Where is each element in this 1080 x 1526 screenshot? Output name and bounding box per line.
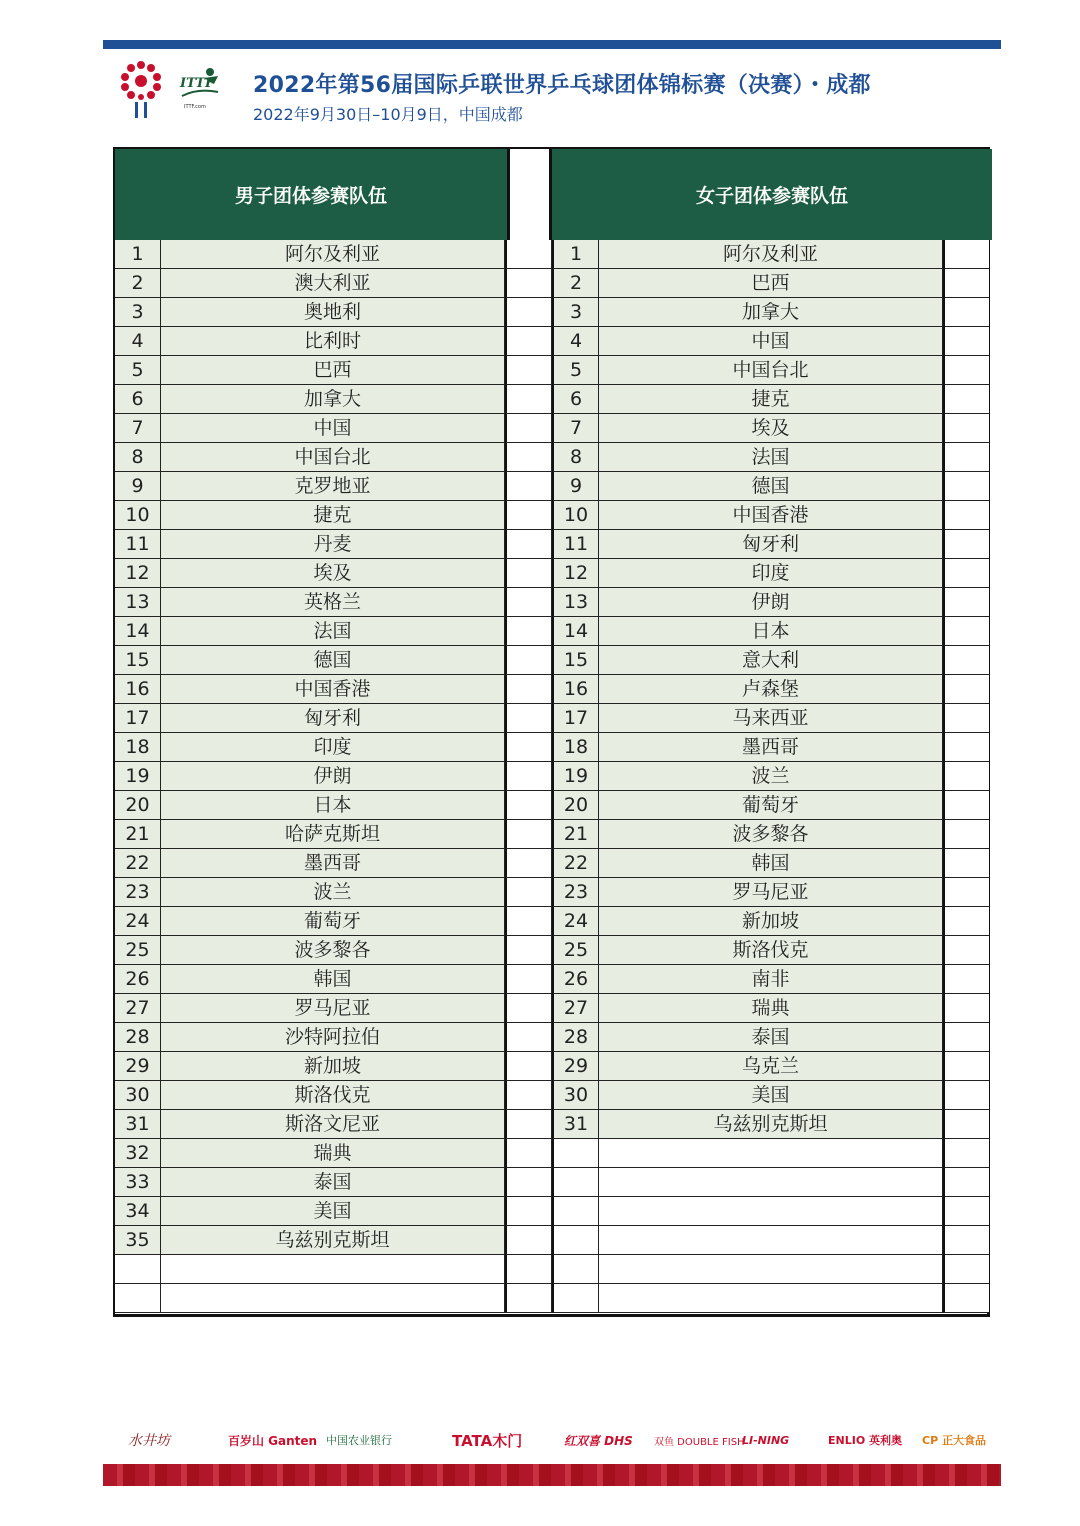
women-rank-cell: 4 — [552, 327, 599, 356]
men-team-cell: 美国 — [161, 1197, 505, 1226]
men-extra-cell — [505, 704, 552, 733]
women-team-cell: 卢森堡 — [599, 675, 943, 704]
men-team-cell: 哈萨克斯坦 — [161, 820, 505, 849]
men-rank-cell: 27 — [115, 994, 161, 1023]
men-rank-cell: 16 — [115, 675, 161, 704]
women-rank-cell: 22 — [552, 849, 599, 878]
men-rank-cell: 20 — [115, 791, 161, 820]
women-extra-cell — [943, 762, 989, 791]
men-extra-cell — [505, 298, 552, 327]
women-rank-cell: 31 — [552, 1110, 599, 1139]
men-extra-cell — [505, 675, 552, 704]
men-rank-cell: 9 — [115, 472, 161, 501]
men-extra-cell — [505, 1081, 552, 1110]
women-team-cell: 墨西哥 — [599, 733, 943, 762]
women-rank-cell: 20 — [552, 791, 599, 820]
women-team-cell: 巴西 — [599, 269, 943, 298]
women-rank-cell — [552, 1197, 599, 1226]
women-rank-cell: 21 — [552, 820, 599, 849]
bottom-red-band — [103, 1464, 1001, 1486]
men-team-cell: 埃及 — [161, 559, 505, 588]
ittf-logo-text: ITTF — [180, 76, 215, 91]
women-team-cell: 新加坡 — [599, 907, 943, 936]
women-rank-cell: 9 — [552, 472, 599, 501]
women-extra-cell — [943, 907, 989, 936]
women-team-cell — [599, 1139, 943, 1168]
women-team-cell: 葡萄牙 — [599, 791, 943, 820]
men-team-cell: 泰国 — [161, 1168, 505, 1197]
women-team-cell: 波多黎各 — [599, 820, 943, 849]
women-rank-cell — [552, 1284, 599, 1313]
men-rank-cell: 23 — [115, 878, 161, 907]
women-team-cell: 马来西亚 — [599, 704, 943, 733]
women-rank-cell: 17 — [552, 704, 599, 733]
women-rank-cell: 6 — [552, 385, 599, 414]
men-extra-cell — [505, 356, 552, 385]
men-rank-cell: 33 — [115, 1168, 161, 1197]
women-rank-cell: 19 — [552, 762, 599, 791]
women-extra-cell — [943, 240, 989, 269]
women-team-cell: 意大利 — [599, 646, 943, 675]
men-rank-cell: 5 — [115, 356, 161, 385]
women-extra-cell — [943, 530, 989, 559]
men-team-cell: 葡萄牙 — [161, 907, 505, 936]
women-team-cell: 匈牙利 — [599, 530, 943, 559]
women-extra-cell — [943, 1052, 989, 1081]
men-team-cell: 波多黎各 — [161, 936, 505, 965]
event-emblem-icon — [118, 58, 164, 120]
men-extra-cell — [505, 1197, 552, 1226]
women-rank-cell: 7 — [552, 414, 599, 443]
women-extra-cell — [943, 385, 989, 414]
men-rank-cell: 24 — [115, 907, 161, 936]
men-team-cell: 中国台北 — [161, 443, 505, 472]
men-rank-cell: 7 — [115, 414, 161, 443]
women-rank-cell — [552, 1168, 599, 1197]
women-extra-cell — [943, 936, 989, 965]
men-team-cell: 加拿大 — [161, 385, 505, 414]
men-extra-cell — [505, 559, 552, 588]
women-extra-cell — [943, 1226, 989, 1255]
men-team-cell: 罗马尼亚 — [161, 994, 505, 1023]
men-rank-cell: 15 — [115, 646, 161, 675]
women-team-cell: 阿尔及利亚 — [599, 240, 943, 269]
men-rank-cell: 4 — [115, 327, 161, 356]
men-extra-cell — [505, 791, 552, 820]
women-team-cell: 日本 — [599, 617, 943, 646]
men-team-cell: 墨西哥 — [161, 849, 505, 878]
sponsor-strip — [128, 1424, 988, 1456]
men-team-cell: 丹麦 — [161, 530, 505, 559]
men-rank-cell: 13 — [115, 588, 161, 617]
men-extra-cell — [505, 1255, 552, 1284]
women-extra-cell — [943, 298, 989, 327]
sponsor-logo: 水井坊 — [128, 1433, 170, 1449]
men-extra-cell — [505, 646, 552, 675]
ittf-domain: ITTF.com — [184, 104, 206, 110]
men-extra-cell — [505, 327, 552, 356]
women-extra-cell — [943, 791, 989, 820]
sponsor-logo: 中国农业银行 — [326, 1434, 392, 1447]
men-team-cell: 中国香港 — [161, 675, 505, 704]
men-extra-cell — [505, 1139, 552, 1168]
women-extra-cell — [943, 356, 989, 385]
men-extra-cell — [505, 269, 552, 298]
men-team-cell: 匈牙利 — [161, 704, 505, 733]
men-team-cell: 印度 — [161, 733, 505, 762]
women-extra-cell — [943, 588, 989, 617]
men-team-cell: 德国 — [161, 646, 505, 675]
women-rank-cell: 10 — [552, 501, 599, 530]
men-rank-cell: 29 — [115, 1052, 161, 1081]
women-rank-cell — [552, 1226, 599, 1255]
men-extra-cell — [505, 878, 552, 907]
women-team-cell: 中国 — [599, 327, 943, 356]
men-extra-cell — [505, 240, 552, 269]
men-extra-cell — [505, 1023, 552, 1052]
women-team-cell: 乌克兰 — [599, 1052, 943, 1081]
men-rank-cell: 1 — [115, 240, 161, 269]
men-rank-cell: 30 — [115, 1081, 161, 1110]
men-rank-cell: 17 — [115, 704, 161, 733]
men-extra-cell — [505, 443, 552, 472]
men-rank-cell: 26 — [115, 965, 161, 994]
women-team-cell: 泰国 — [599, 1023, 943, 1052]
sponsor-logo: LI-NING — [742, 1433, 790, 1447]
page-title: 2022年第56届国际乒联世界乒乓球团体锦标赛（决赛）・成都 — [253, 73, 871, 98]
men-team-cell — [161, 1255, 505, 1284]
women-extra-cell — [943, 1168, 989, 1197]
men-extra-cell — [505, 762, 552, 791]
women-extra-cell — [943, 1255, 989, 1284]
men-rank-cell: 28 — [115, 1023, 161, 1052]
sponsor-logo: ENLIO 英利奥 — [828, 1434, 903, 1447]
men-team-cell: 比利时 — [161, 327, 505, 356]
men-extra-cell — [505, 733, 552, 762]
women-extra-cell — [943, 443, 989, 472]
header-gap — [507, 149, 552, 240]
women-extra-cell — [943, 1197, 989, 1226]
women-rank-cell: 26 — [552, 965, 599, 994]
men-team-cell: 阿尔及利亚 — [161, 240, 505, 269]
women-extra-cell — [943, 269, 989, 298]
women-rank-cell: 15 — [552, 646, 599, 675]
women-extra-cell — [943, 1023, 989, 1052]
men-rank-cell: 3 — [115, 298, 161, 327]
women-extra-cell — [943, 1110, 989, 1139]
ittf-logo — [178, 66, 222, 112]
men-extra-cell — [505, 472, 552, 501]
top-blue-bar — [103, 40, 1001, 49]
men-extra-cell — [505, 1226, 552, 1255]
men-rank-cell: 10 — [115, 501, 161, 530]
men-extra-cell — [505, 820, 552, 849]
women-rank-cell: 28 — [552, 1023, 599, 1052]
women-team-cell: 埃及 — [599, 414, 943, 443]
men-rank-cell: 22 — [115, 849, 161, 878]
women-rank-cell: 5 — [552, 356, 599, 385]
women-rank-cell: 30 — [552, 1081, 599, 1110]
men-extra-cell — [505, 617, 552, 646]
men-team-cell: 斯洛伐克 — [161, 1081, 505, 1110]
sponsor-logo: CP 正大食品 — [922, 1434, 986, 1447]
men-extra-cell — [505, 1168, 552, 1197]
women-rank-cell: 12 — [552, 559, 599, 588]
men-rank-cell — [115, 1284, 161, 1313]
men-extra-cell — [505, 1284, 552, 1313]
men-extra-cell — [505, 414, 552, 443]
women-rank-cell: 1 — [552, 240, 599, 269]
women-team-cell: 波兰 — [599, 762, 943, 791]
men-team-cell: 乌兹别克斯坦 — [161, 1226, 505, 1255]
women-rank-cell: 24 — [552, 907, 599, 936]
men-team-cell: 伊朗 — [161, 762, 505, 791]
men-rank-cell: 11 — [115, 530, 161, 559]
men-rank-cell: 31 — [115, 1110, 161, 1139]
women-team-cell: 斯洛伐克 — [599, 936, 943, 965]
sponsor-logo: 百岁山 Ganten — [228, 1433, 318, 1448]
women-team-cell — [599, 1168, 943, 1197]
men-rank-cell: 21 — [115, 820, 161, 849]
women-rank-cell: 29 — [552, 1052, 599, 1081]
men-team-cell: 瑞典 — [161, 1139, 505, 1168]
men-team-cell: 韩国 — [161, 965, 505, 994]
women-team-cell — [599, 1255, 943, 1284]
men-rank-cell: 8 — [115, 443, 161, 472]
sponsor-logo: TATA木门 — [452, 1431, 523, 1450]
women-team-cell: 韩国 — [599, 849, 943, 878]
women-team-cell — [599, 1284, 943, 1313]
men-rank-cell: 25 — [115, 936, 161, 965]
women-rank-cell: 14 — [552, 617, 599, 646]
women-extra-cell — [943, 1284, 989, 1313]
women-team-cell: 南非 — [599, 965, 943, 994]
men-team-cell: 新加坡 — [161, 1052, 505, 1081]
teams-table — [113, 147, 990, 1317]
women-team-cell: 法国 — [599, 443, 943, 472]
men-rank-cell: 34 — [115, 1197, 161, 1226]
women-extra-cell — [943, 501, 989, 530]
men-extra-cell — [505, 385, 552, 414]
men-rank-cell: 2 — [115, 269, 161, 298]
women-rank-cell: 11 — [552, 530, 599, 559]
men-extra-cell — [505, 994, 552, 1023]
women-extra-cell — [943, 965, 989, 994]
men-team-cell: 澳大利亚 — [161, 269, 505, 298]
women-extra-cell — [943, 733, 989, 762]
men-extra-cell — [505, 1052, 552, 1081]
women-rank-cell: 25 — [552, 936, 599, 965]
women-extra-cell — [943, 1081, 989, 1110]
women-extra-cell — [943, 646, 989, 675]
women-team-cell: 德国 — [599, 472, 943, 501]
men-team-cell: 法国 — [161, 617, 505, 646]
women-team-cell: 罗马尼亚 — [599, 878, 943, 907]
women-extra-cell — [943, 849, 989, 878]
women-team-cell: 美国 — [599, 1081, 943, 1110]
men-rank-cell: 32 — [115, 1139, 161, 1168]
women-rank-cell: 16 — [552, 675, 599, 704]
men-team-cell: 英格兰 — [161, 588, 505, 617]
women-extra-cell — [943, 878, 989, 907]
women-rank-cell: 8 — [552, 443, 599, 472]
men-extra-cell — [505, 1110, 552, 1139]
men-team-cell: 中国 — [161, 414, 505, 443]
women-extra-cell — [943, 559, 989, 588]
women-rank-cell: 27 — [552, 994, 599, 1023]
men-team-cell: 日本 — [161, 791, 505, 820]
men-team-cell: 克罗地亚 — [161, 472, 505, 501]
men-team-cell: 沙特阿拉伯 — [161, 1023, 505, 1052]
women-extra-cell — [943, 994, 989, 1023]
women-team-cell: 乌兹别克斯坦 — [599, 1110, 943, 1139]
men-extra-cell — [505, 588, 552, 617]
women-teams-header: 女子团体参赛队伍 — [552, 149, 992, 240]
women-extra-cell — [943, 704, 989, 733]
men-team-cell: 斯洛文尼亚 — [161, 1110, 505, 1139]
women-team-cell — [599, 1197, 943, 1226]
women-extra-cell — [943, 472, 989, 501]
women-extra-cell — [943, 820, 989, 849]
men-rank-cell: 35 — [115, 1226, 161, 1255]
women-rank-cell: 3 — [552, 298, 599, 327]
women-team-cell: 中国香港 — [599, 501, 943, 530]
women-extra-cell — [943, 675, 989, 704]
men-extra-cell — [505, 849, 552, 878]
men-teams-header: 男子团体参赛队伍 — [115, 149, 507, 240]
men-rank-cell: 14 — [115, 617, 161, 646]
men-rank-cell: 19 — [115, 762, 161, 791]
men-rank-cell: 12 — [115, 559, 161, 588]
page-subtitle: 2022年9月30日–10月9日，中国成都 — [253, 105, 523, 124]
men-team-cell: 捷克 — [161, 501, 505, 530]
women-rank-cell: 2 — [552, 269, 599, 298]
women-extra-cell — [943, 327, 989, 356]
men-extra-cell — [505, 530, 552, 559]
women-rank-cell: 23 — [552, 878, 599, 907]
women-extra-cell — [943, 617, 989, 646]
men-team-cell: 奥地利 — [161, 298, 505, 327]
women-team-cell: 印度 — [599, 559, 943, 588]
women-team-cell: 中国台北 — [599, 356, 943, 385]
women-extra-cell — [943, 1139, 989, 1168]
women-rank-cell: 18 — [552, 733, 599, 762]
women-extra-cell — [943, 414, 989, 443]
men-rank-cell: 18 — [115, 733, 161, 762]
men-extra-cell — [505, 965, 552, 994]
men-team-cell: 波兰 — [161, 878, 505, 907]
women-rank-cell: 13 — [552, 588, 599, 617]
women-rank-cell — [552, 1255, 599, 1284]
women-team-cell: 瑞典 — [599, 994, 943, 1023]
women-team-cell: 捷克 — [599, 385, 943, 414]
men-rank-cell — [115, 1255, 161, 1284]
sponsor-logo: 双鱼 DOUBLE FISH — [654, 1436, 745, 1448]
men-team-cell — [161, 1284, 505, 1313]
women-team-cell — [599, 1226, 943, 1255]
men-rank-cell: 6 — [115, 385, 161, 414]
men-extra-cell — [505, 936, 552, 965]
women-team-cell: 加拿大 — [599, 298, 943, 327]
women-rank-cell — [552, 1139, 599, 1168]
women-team-cell: 伊朗 — [599, 588, 943, 617]
sponsor-logo: 红双喜 DHS — [564, 1433, 633, 1448]
men-extra-cell — [505, 501, 552, 530]
men-team-cell: 巴西 — [161, 356, 505, 385]
men-extra-cell — [505, 907, 552, 936]
